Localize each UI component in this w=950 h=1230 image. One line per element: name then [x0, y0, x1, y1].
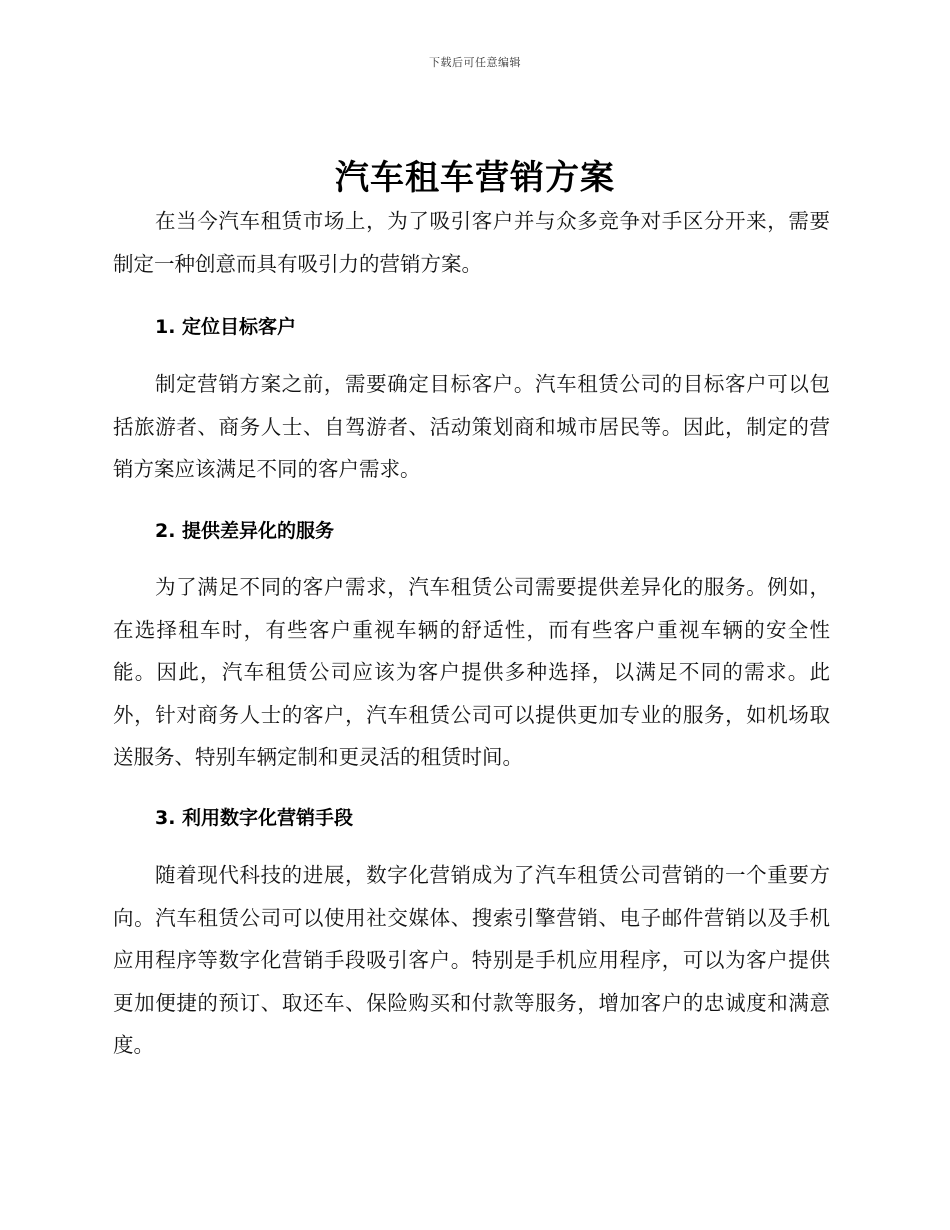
document-title: 汽车租车营销方案	[335, 158, 615, 198]
document-body	[113, 200, 830, 1067]
section-paragraph-2: 为了满足不同的客户需求，汽车租赁公司需要提供差异化的服务。例如，在选择租车时，有些客户重视车辆的舒适性，而有些客户重视车辆的安全性能。因此，汽车租赁公司应该为客户提供多种选择，以满足不同的需求。此外，针对商务人士的客户，汽车租赁公司可以提供更加专业的服务，如机场取送服务、特别车辆定制和更灵活的租赁时间。	[113, 574, 830, 770]
section-heading-2: 2. 提供差异化的服务	[155, 519, 335, 542]
section-paragraph-1: 制定营销方案之前，需要确定目标客户。汽车租赁公司的目标客户可以包括旅游者、商务人士、自驾游者、活动策划商和城市居民等。因此，制定的营销方案应该满足不同的客户需求。	[113, 372, 830, 482]
intro-paragraph: 在当今汽车租赁市场上，为了吸引客户并与众多竞争对手区分开来，需要制定一种创意而具有吸引力的营销方案。	[113, 209, 830, 276]
header-note: 下载后可任意编辑	[429, 56, 521, 69]
section-heading-1: 1. 定位目标客户	[155, 316, 297, 339]
section-paragraph-3: 随着现代科技的进展，数字化营销成为了汽车租赁公司营销的一个重要方向。汽车租赁公司可以使用社交媒体、搜索引擎营销、电子邮件营销以及手机应用程序等数字化营销手段吸引客户。特别是手机应用程序，可以为客户提供更加便捷的预订、取还车、保险购买和付款等服务，增加客户的忠诚度和满意度。	[113, 862, 830, 1058]
section-heading-3: 3. 利用数字化营销手段	[155, 806, 354, 829]
